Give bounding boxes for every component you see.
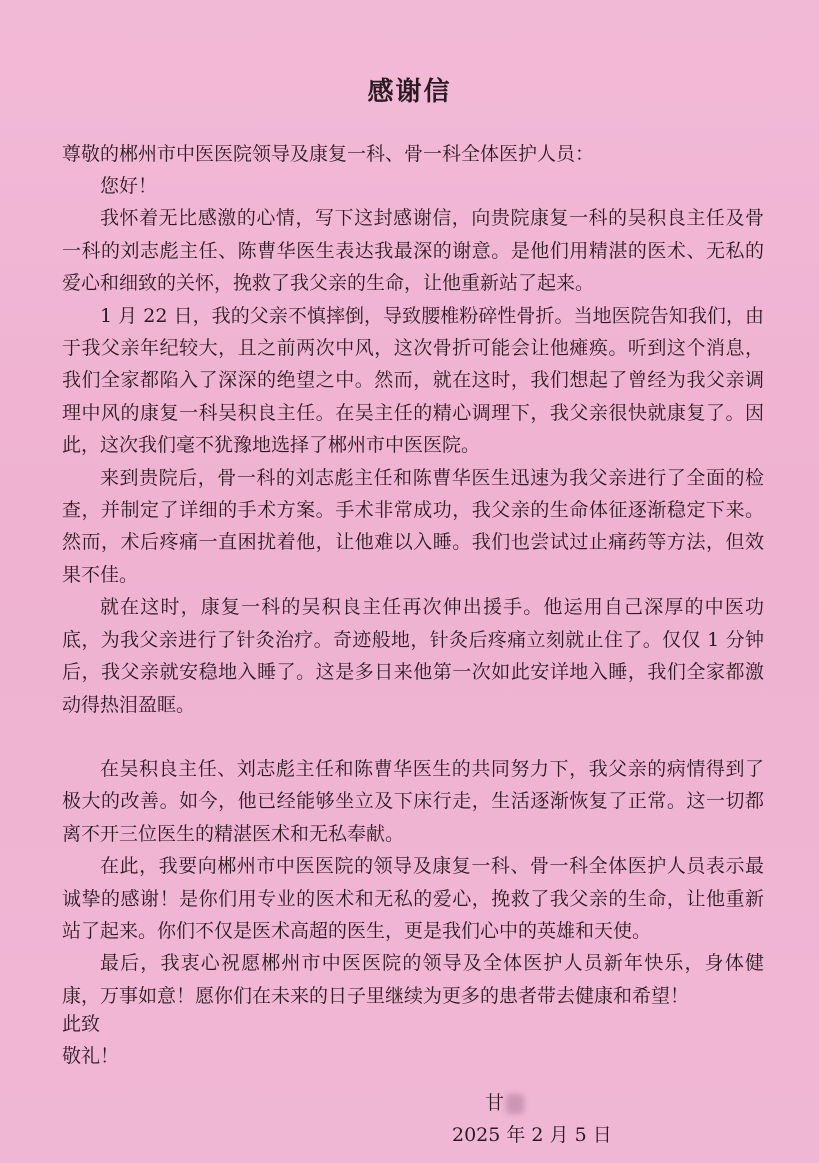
body-paragraph: 在吴积良主任、刘志彪主任和陈曹华医生的共同努力下，我父亲的病情得到了极大的改善。如今，他已经能够坐立及下床行走，生活逐渐恢复了正常。这一切都离不开三位医生的精湛医术和无私奉献。 [62,757,764,845]
closing-line-jingli: 敬礼！ [62,1045,120,1067]
letter-date: 2025 年 2 月 5 日 [452,1124,612,1146]
body-paragraph: 来到贵院后，骨一科的刘志彪主任和陈曹华医生迅速为我父亲进行了全面的检查，并制定了详细的手术方案。手术非常成功，我父亲的生命体征逐渐稳定下来。然而，术后疼痛一直困扰着他，让他难以入睡。我们也尝试过止痛药等方法，但效果不佳。 [62,466,764,586]
letter-body [62,170,764,1012]
closing-line-cizhi: 此致 [62,1013,101,1035]
signature [485,1088,524,1118]
letter-salutation: 尊敬的郴州市中医医院领导及康复一科、骨一科全体医护人员： [62,143,595,165]
signature-visible-character: 甘 [485,1092,505,1114]
body-paragraph: 在此，我要向郴州市中医医院的领导及康复一科、骨一科全体医护人员表示最诚挚的感谢！是你们用专业的医术和无私的爱心，挽救了我父亲的生命，让他重新站了起来。你们不仅是医术高超的医生，更是我们心中的英雄和天使。 [62,855,764,942]
greeting-paragraph: 您好！ [100,175,158,197]
body-paragraph: 1 月 22 日，我的父亲不慎摔倒，导致腰椎粉碎性骨折。当地医院告知我们，由于我父亲年纪较大，且之前两次中风，这次骨折可能会让他瘫痪。听到这个消息，我们全家都陷入了深深的绝望之中。然而，就在这时，我们想起了曾经为我父亲调理中风的康复一科吴积良主任。在吴主任的精心调理下，我父亲很快就康复了。因此，这次我们毫不犹豫地选择了郴州市中医医院。 [62,304,764,457]
body-paragraph: 我怀着无比感激的心情，写下这封感谢信，向贵院康复一科的吴积良主任及骨一科的刘志彪主任、陈曹华医生表达我最深的谢意。是他们用精湛的医术、无私的爱心和细致的关怀，挽救了我父亲的生命，让他重新站了起来。 [62,207,764,295]
body-paragraph: 就在这时，康复一科的吴积良主任再次伸出援手。他运用自己深厚的中医功底，为我父亲进行了针灸治疗。奇迹般地，针灸后疼痛立刻就止住了。仅仅 1 分钟后，我父亲就安稳地入睡了。这是多日来他第一次如此安详地入睡，我们全家都激动得热泪盈眶。 [62,596,764,716]
letter-closing [62,1008,119,1072]
blurred-signature-redaction [506,1094,524,1114]
letter-title: 感谢信 [367,77,452,107]
body-paragraph: 最后，我衷心祝愿郴州市中医医院的领导及全体医护人员新年快乐，身体健康，万事如意！愿你们在未来的日子里继续为更多的患者带去健康和希望！ [62,952,764,1007]
